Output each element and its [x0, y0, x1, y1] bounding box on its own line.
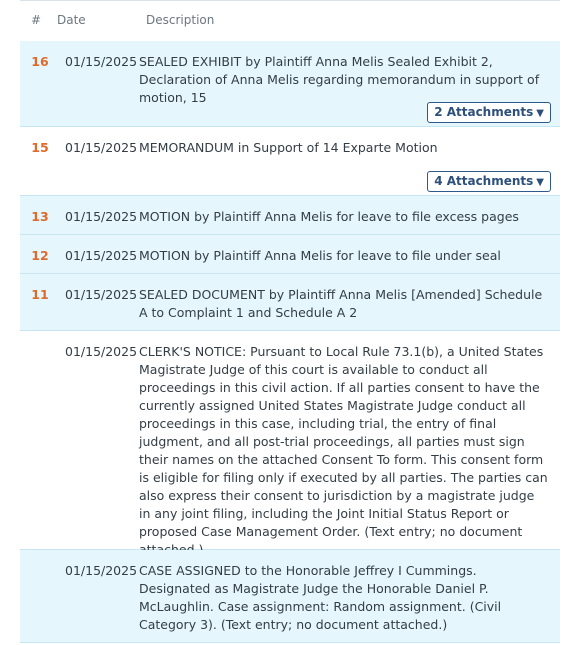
entry-description: CLERK'S NOTICE: Pursuant to Local Rule 73.1(b), a United States Magistrate Judge of this court is available to conduct all proceedings in this civil action. If all parties consent to have the currently assigned United States Magistrate Judge conduct all proceedings in this case, including trial, the entry of final judgment, and all post-trial proceedings, all parties must sign their names on the attached Consent To form. This consent form is eligible for filing only if executed by all parties. The parties can also express their consent to jurisdiction by a magistrate judge in any joint filing, including the Joint Initial Status Report or proposed Case Management Order. (Text entry; no document [139, 344, 548, 539]
table-row-11 [20, 274, 560, 331]
entry-description: MOTION by Plaintiff Anna Melis for leave to file under seal [139, 248, 501, 263]
entry-date: 01/15/2025 [65, 287, 138, 302]
table-row-case-assigned [20, 550, 560, 643]
entry-number[interactable]: 12 [31, 248, 49, 263]
header-number: # [31, 13, 42, 27]
entry-date: 01/15/2025 [65, 344, 138, 359]
header-date: Date [57, 13, 86, 27]
entry-description: SEALED DOCUMENT by Plaintiff Anna Melis [Amended] Schedule A to Complaint 1 and Schedule A 2 [139, 287, 543, 320]
header-description: Description [146, 13, 215, 27]
entry-description: MOTION by Plaintiff Anna Melis for leave to file excess pages [139, 209, 519, 224]
attachments-dropdown-button[interactable] [427, 102, 551, 123]
table-row-13 [20, 196, 560, 235]
table-header [20, 0, 560, 42]
entry-number[interactable]: 11 [31, 287, 49, 302]
attachments-label: 2 Attachments [434, 105, 534, 119]
table-row-16 [20, 41, 560, 127]
entry-date: 01/15/2025 [65, 209, 138, 224]
caret-down-icon: ▼ [536, 177, 544, 188]
entry-description: CASE ASSIGNED to the Honorable Jeffrey I Cummings. Designated as Magistrate Judge the Honorable Daniel P. McLaughlin. Case assignment: Random assignment. (Civil Category 3). (Text entry; no document attached.) [139, 563, 502, 632]
entry-number[interactable]: 15 [31, 140, 49, 155]
entry-date: 01/15/2025 [65, 140, 138, 155]
attachments-dropdown-button[interactable] [427, 171, 551, 192]
entry-number[interactable]: 13 [31, 209, 49, 224]
entry-date: 01/15/2025 [65, 563, 138, 578]
entry-description: MEMORANDUM in Support of 14 Exparte Motion [139, 140, 438, 155]
entry-number[interactable]: 16 [31, 54, 49, 69]
table-row-12 [20, 235, 560, 274]
table-row-clerks-notice [20, 331, 560, 550]
caret-down-icon: ▼ [536, 108, 544, 119]
entry-date: 01/15/2025 [65, 248, 138, 263]
entry-description: SEALED EXHIBIT by Plaintiff Anna Melis Sealed Exhibit 2, Declaration of Anna Melis regarding memorandum in support of motion, 15 [139, 54, 540, 105]
table-row-15 [20, 127, 560, 196]
entry-date: 01/15/2025 [65, 54, 138, 69]
attachments-label: 4 Attachments [434, 174, 534, 188]
